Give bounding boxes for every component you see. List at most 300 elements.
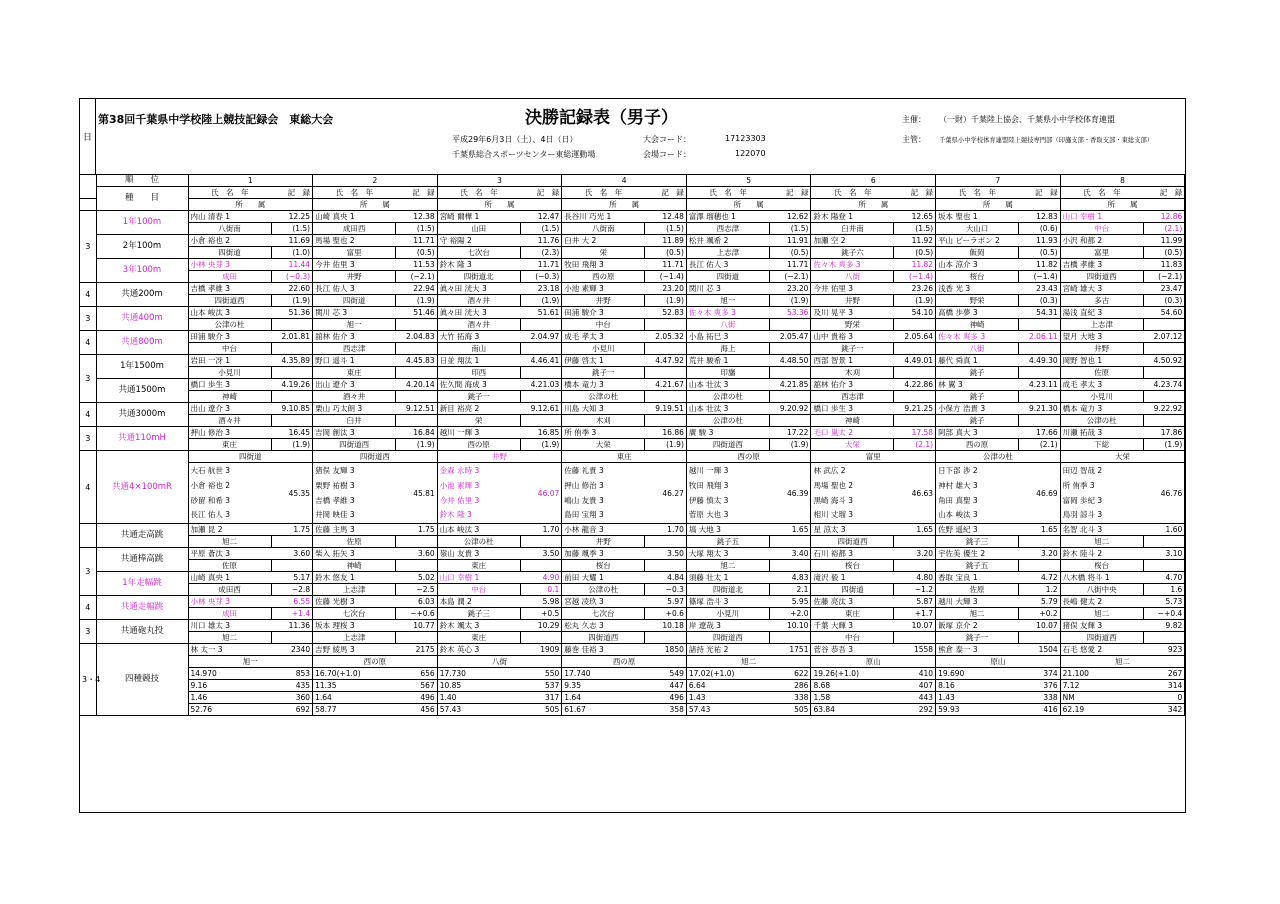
record: 4.80 [894,572,936,584]
athlete-name: 宮越 凌玖 3 [562,596,645,608]
athlete-name: 香取 宝良 1 [936,572,1019,584]
team: 神崎 [188,391,271,403]
relay-member: 押山 修治 3 [564,480,604,490]
name-head: 氏 名 年 [811,187,894,199]
record: 10.77 [396,620,438,632]
team: 木刈 [811,367,894,379]
wind: −+0.4 [1143,608,1185,620]
event-mark: 10.85 [437,680,520,692]
team: 銚子 [936,367,1019,379]
team: 旭一 [313,319,396,331]
record: 10.07 [1019,620,1061,632]
event-mark: 16.70(+1.0) [313,668,396,680]
record: 2.05.32 [645,331,687,343]
athlete-name: 富澤 瑠穂也 1 [686,211,769,223]
team: 四街道 [686,271,769,283]
event-mark: 59.93 [936,704,1019,716]
athlete-name: 山口 幸樹 1 [437,572,520,584]
record: 9.19.51 [645,403,687,415]
venue-code-label: 会場コード： [643,150,691,159]
athlete-name: 橋口 歩生 3 [811,403,894,415]
record: 4.83 [769,572,811,584]
relay-member: 越川 一輝 3 [688,466,729,475]
team: 西志津 [811,391,894,403]
team: 銚子 [936,391,1019,403]
wind: (−1.4) [1019,271,1061,283]
day-cell: 3 [80,620,96,644]
athlete-name: 望月 大地 3 [1060,331,1143,343]
record: 2.05.47 [769,331,811,343]
relay-team: 井野 [437,451,562,463]
team: 小見川 [562,343,645,355]
athlete-name: 吉橋 孝維 3 [188,283,271,295]
wind: (1.9) [769,439,811,451]
event-points: 342 [1143,704,1185,716]
name-head: 氏 名 年 [313,187,396,199]
team: 旭二 [686,560,769,572]
team: 旭二 [1060,608,1143,620]
record: 11.91 [769,235,811,247]
team: 下総 [1060,439,1143,451]
event-mark: 8.68 [811,680,894,692]
record: 22.60 [271,283,313,295]
wind [1143,391,1185,403]
athlete-name: 橋本 竜力 3 [562,379,645,391]
team: 大栄 [562,439,645,451]
wind [520,560,562,572]
record: 4.49.01 [894,355,936,367]
team: 銚子一 [562,367,645,379]
wind [645,415,687,427]
team: 酒々井 [313,391,396,403]
team: 公津の杜 [188,319,271,331]
record: 1.65 [894,524,936,536]
day-label: 日 [80,99,96,174]
relay-members [437,463,520,524]
event-mark: 1.43 [936,692,1019,704]
wind: (2.1) [1019,439,1061,451]
record: 9.10.85 [271,403,313,415]
wind: (1.5) [769,223,811,235]
record: 11.71 [396,235,438,247]
event-points: 286 [769,680,811,692]
wind: (1.0) [271,247,313,259]
record: 23.20 [769,283,811,295]
athlete-name: 菅谷 恭吾 3 [811,644,894,656]
team: 中台 [562,319,645,331]
athlete-name: 嶺山 友貴 3 [437,548,520,560]
record: 16.85 [520,427,562,439]
wind: (1.9) [645,295,687,307]
record: 6.03 [396,596,438,608]
event-mark: 1.40 [437,692,520,704]
points: 1504 [1019,644,1061,656]
wind [769,415,811,427]
event-mark: 1.64 [562,692,645,704]
wind: −2.5 [396,584,438,596]
team: 銚子一 [811,343,894,355]
wind: (0.5) [769,247,811,259]
record: 3.60 [396,548,438,560]
team: 公津の杜 [686,391,769,403]
relay-member: 林 武広 2 [813,466,846,475]
page-title: 決勝記録表（男子） [525,108,678,128]
event-mark: 21.100 [1060,668,1143,680]
record: 3.10 [1143,548,1185,560]
wind [769,319,811,331]
wind [1143,632,1185,644]
event-name: 共通3000m [96,403,188,427]
team-head: 所 属 [811,199,936,211]
wind: 0.1 [520,584,562,596]
team: 酒々井 [437,319,520,331]
event-name: 1年走幅跳 [96,572,188,596]
event-points: 447 [645,680,687,692]
team: 銚子五 [936,560,1019,572]
athlete-name: 今井 佑里 3 [313,259,396,271]
team: 公津の杜 [1060,415,1143,427]
athlete-name: 橋本 竜力 3 [1060,403,1143,415]
athlete-name: 藤巻 佳裕 3 [562,644,645,656]
athlete-name: 山口 幸樹 1 [1060,211,1143,223]
day-cell: 4 [80,451,96,524]
team: 多古 [1060,295,1143,307]
team: 公津の杜 [562,584,645,596]
record: 4.49.30 [1019,355,1061,367]
athlete-name: 前田 大耀 1 [562,572,645,584]
athlete-name: 鈴木 隆 3 [437,259,520,271]
athlete-name: 所 侑季 3 [562,427,645,439]
relay-member: 山本 峻汰 3 [938,510,978,520]
record: 4.90 [520,572,562,584]
record: 2.04.83 [396,331,438,343]
record: 51.61 [520,307,562,319]
athlete-name: 廣 駿 3 [686,427,769,439]
event-mark: 1.46 [188,692,271,704]
team: 西志津 [313,343,396,355]
relay-member: 今井 佑里 3 [439,495,480,505]
event-mark: 11.35 [313,680,396,692]
host: （一財）千葉陸上協会、千葉県小中学校体育連盟 [939,115,1115,124]
event-points: 505 [769,704,811,716]
team: 八街 [686,319,769,331]
athlete-name: 藤代 舜真 1 [936,355,1019,367]
team: 桜台 [811,560,894,572]
team: 井野 [562,295,645,307]
relay-members [188,463,271,524]
record: 11.69 [271,235,313,247]
wind: +1.4 [271,608,313,620]
record: 2.04.97 [520,331,562,343]
event-points: 456 [396,704,438,716]
record: 17.66 [1019,427,1061,439]
wind [1143,536,1185,548]
wind [396,536,438,548]
athlete-name: 平山 ピーラポン 2 [936,235,1019,247]
record: 23.47 [1143,283,1185,295]
athlete-name: 成毛 孝太 3 [562,331,645,343]
event-points: 505 [520,704,562,716]
record: 23.43 [1019,283,1061,295]
team: 成田 [188,271,271,283]
team: 七次台 [562,608,645,620]
record: 12.38 [396,211,438,223]
athlete-name: 宮崎 雄大 3 [1060,283,1143,295]
wind [1143,343,1185,355]
event-points: 443 [894,692,936,704]
team: 西の原 [437,439,520,451]
event-mark: 17.02(+1.0) [686,668,769,680]
athlete-name: 伊藤 啓太 1 [562,355,645,367]
record: 4.35.89 [271,355,313,367]
event-name: 共通800m [96,331,188,355]
athlete-name: 須藤 壮太 1 [686,572,769,584]
wind [769,560,811,572]
athlete-name: 吉野 綾馬 3 [313,644,396,656]
team: 井野 [562,536,645,548]
event-mark: 9.16 [188,680,271,692]
athlete-name: 鈴木 陽登 1 [811,211,894,223]
team: 小見川 [188,367,271,379]
day-cell: 3 [80,548,96,596]
record: 4.21.67 [645,379,687,391]
wind: (1.9) [769,295,811,307]
record: 9.12.61 [520,403,562,415]
team: 四街道西 [686,632,769,644]
record: 5.97 [645,596,687,608]
athlete-name: 松井 颯希 2 [686,235,769,247]
wind [396,560,438,572]
day-cell: 3・4 [80,644,96,716]
team: 佐原 [313,536,396,548]
relay-record: 46.39 [769,463,811,524]
team-head: 所 属 [188,199,313,211]
record: 23.18 [520,283,562,295]
event-points: 550 [520,668,562,680]
team: 四街道 [313,295,396,307]
team: 西の原 [936,439,1019,451]
athlete-name: 浅香 光 3 [936,283,1019,295]
team: 旭一 [686,295,769,307]
event-mark: 19.690 [936,668,1019,680]
relay-member: 鈴木 隆 3 [439,510,472,520]
event-points: 622 [769,668,811,680]
wind [645,367,687,379]
athlete-name: 成毛 孝太 3 [1060,379,1143,391]
record: 11.82 [894,259,936,271]
meet-name: 第38回千葉県中学校陸上競技記録会 東総大会 [98,113,334,126]
record: 4.47.92 [645,355,687,367]
team: 上志津 [313,584,396,596]
wind [894,560,936,572]
athlete-name: 星 涼太 3 [811,524,894,536]
athlete-name: 栗山 巧太朗 3 [313,403,396,415]
event-mark: 17.740 [562,668,645,680]
event-name: 共通4×100mR [96,451,188,524]
team: 銚子 [936,415,1019,427]
record: 1.65 [1019,524,1061,536]
team: 七次台 [313,608,396,620]
wind [271,632,313,644]
athlete-name: 加瀬 空 2 [811,235,894,247]
wind [769,536,811,548]
relay-team: 公津の杜 [936,451,1061,463]
event-mark: 61.67 [562,704,645,716]
relay-members [936,463,1019,524]
day-col-head [80,175,96,199]
team: 八街中央 [1060,584,1143,596]
event-points: 416 [1019,704,1061,716]
athlete-name: 鈴木 陸斗 2 [1060,548,1143,560]
athlete-name: 平原 蒼汰 3 [188,548,271,560]
record: 1.75 [271,524,313,536]
wind: (0.5) [1143,247,1185,259]
day-cell: 3 [80,427,96,451]
record: 10.07 [894,620,936,632]
event-points: 496 [396,692,438,704]
record: 4.23.11 [1019,379,1061,391]
record: 11.53 [396,259,438,271]
event-points: 549 [645,668,687,680]
team: 野栄 [811,319,894,331]
venue: 千葉県総合スポーツセンター東総運動場 [452,150,596,159]
team: 大山口 [936,223,1019,235]
record: 9.82 [1143,620,1185,632]
wind [894,415,936,427]
wind [1143,415,1185,427]
team: 山田 [437,223,520,235]
athlete-name: 岩田 一冴 1 [188,355,271,367]
wind [396,319,438,331]
wind: (−0.3) [520,271,562,283]
athlete-name: 押山 修治 3 [188,427,271,439]
team: 四街道西 [313,439,396,451]
team: 四街道北 [686,584,769,596]
relay-record: 45.81 [396,463,438,524]
wind: (1.9) [894,295,936,307]
wind: (1.5) [396,223,438,235]
points: 1751 [769,644,811,656]
wind [645,319,687,331]
record-head: 記 録 [894,187,936,199]
team: 四街道西 [562,632,645,644]
athlete-name: 小島 拓巳 3 [686,331,769,343]
event-name: 共通1500m [96,379,188,403]
wind: −0.3 [645,584,687,596]
athlete-name: 長江 佑人 3 [686,259,769,271]
wind [645,632,687,644]
team: 臼井 [313,415,396,427]
team: 西の原 [562,271,645,283]
record: 3.50 [520,548,562,560]
record: 54.10 [894,307,936,319]
record: 3.20 [894,548,936,560]
athlete-name: 鈴木 英心 3 [437,644,520,656]
event-mark: 58.77 [313,704,396,716]
relay-member: 神村 雄大 3 [938,480,978,490]
event-points: 435 [271,680,313,692]
team: 八街南 [562,223,645,235]
record: 3.60 [271,548,313,560]
name-head: 氏 名 年 [562,187,645,199]
team: 銚子六 [811,247,894,259]
relay-member: 井岡 映佳 3 [315,510,355,520]
athlete-name: 山本 峻汰 3 [188,307,271,319]
athlete-name: 篠塚 浩斗 3 [686,596,769,608]
event-mark: 8.16 [936,680,1019,692]
record: 23.20 [645,283,687,295]
team: 銚子三 [437,608,520,620]
athlete-name: 川島 大知 3 [562,403,645,415]
athlete-name: 新目 裕亮 2 [437,403,520,415]
record: 16.84 [396,427,438,439]
athlete-name: 出山 遼介 3 [188,403,271,415]
athlete-name: 西部 智景 1 [811,355,894,367]
record: 54.31 [1019,307,1061,319]
team: 銚子五 [686,536,769,548]
team: 桜台 [936,271,1019,283]
wind: (1.9) [396,295,438,307]
athlete-name: 松丸 久志 3 [562,620,645,632]
relay-member: 伊藤 慎太 3 [688,495,729,505]
wind [894,343,936,355]
event-name: 1年1500m [96,355,188,379]
event-name: 共通走高跳 [96,524,188,548]
wind [1019,391,1061,403]
team: 中台 [437,584,520,596]
team: 南山 [437,343,520,355]
team: 東庄 [437,560,520,572]
team-head: 所 属 [686,199,811,211]
name-head: 氏 名 年 [437,187,520,199]
athlete-name: 眞々田 洸大 3 [437,283,520,295]
record-head: 記 録 [1019,187,1061,199]
athlete-name: 岸 遼哉 3 [686,620,769,632]
athlete-name: 大塚 翔太 3 [686,548,769,560]
record: 9.20.92 [769,403,811,415]
points: 1558 [894,644,936,656]
relay-member: 富岡 歩紀 3 [1062,495,1103,505]
record: 5.87 [894,596,936,608]
wind: +0.2 [1019,608,1061,620]
team: 八街 [437,656,562,668]
record: 22.94 [396,283,438,295]
athlete-name: 長江 佑人 3 [313,283,396,295]
wind [645,391,687,403]
athlete-name: 小林 龍音 3 [562,524,645,536]
team: 上志津 [686,247,769,259]
wind [769,391,811,403]
team: 木刈 [562,415,645,427]
wind [520,319,562,331]
athlete-name: 舘林 佑介 3 [313,331,396,343]
record: 9.21.30 [1019,403,1061,415]
athlete-name: 佐藤 主馬 3 [313,524,396,536]
wind: +2.0 [769,608,811,620]
athlete-name: 鈴木 颯太 3 [437,620,520,632]
event-mark: 62.19 [1060,704,1143,716]
record: 11.36 [271,620,313,632]
relay-member: 菅原 大也 3 [688,510,729,520]
athlete-name: 及川 晃平 3 [811,307,894,319]
team: 成田 [188,608,271,620]
team: 印旛 [686,367,769,379]
athlete-name: 今井 佑里 3 [811,283,894,295]
points: 2340 [271,644,313,656]
team: 四街道 [188,247,271,259]
athlete-name: 山本 涼介 3 [936,259,1019,271]
relay-member: 鳥羽 諒斗 3 [1062,510,1103,520]
